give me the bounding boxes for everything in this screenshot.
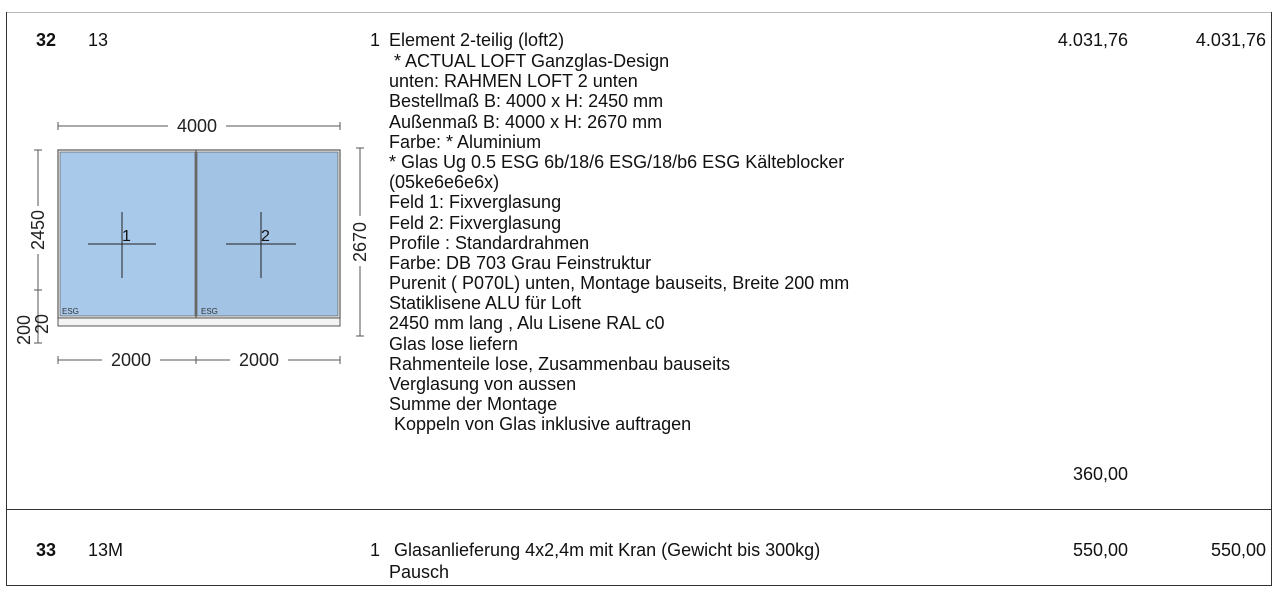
item-title: Glasanlieferung 4x2,4m mit Kran (Gewicht bis 300kg) (389, 540, 821, 560)
position-number: 33 (36, 540, 57, 560)
unit-price: 550,00 (1072, 540, 1128, 560)
montage-label: Summe der Montage (389, 394, 558, 415)
description-line: Feld 2: Fixverglasung (389, 212, 562, 233)
description-line: Glas lose liefern (389, 333, 519, 354)
description-line: 2450 mm lang , Alu Lisene RAL c0 (389, 313, 665, 334)
bottom-dim-a: 200 (14, 314, 34, 346)
description-line: Farbe: * Aluminium (389, 131, 542, 152)
panel-width-label: 2000 (238, 350, 280, 370)
description-line: Bestellmaß B: 4000 x H: 2450 mm (389, 91, 664, 112)
glass-mark: ESG (62, 307, 79, 316)
description-line: Statiklisene ALU für Loft (389, 293, 582, 314)
montage-price: 360,00 (1072, 464, 1128, 484)
description-line: * ACTUAL LOFT Ganzglas-Design (389, 51, 670, 71)
description-line: (05ke6e6e6x) (389, 172, 500, 193)
description-line: * Glas Ug 0.5 ESG 6b/18/6 ESG/18/b6 ESG Kälteblocker (389, 151, 845, 172)
description-line: Farbe: DB 703 Grau Feinstruktur (389, 252, 652, 273)
description-line: unten: RAHMEN LOFT 2 unten (389, 71, 638, 92)
width-total-label: 4000 (176, 116, 218, 136)
description-line: Rahmenteile lose, Zusammenbau bauseits (389, 353, 731, 374)
glass-mark: ESG (201, 307, 218, 316)
item-description (389, 51, 849, 435)
unit-price: 4.031,76 (1057, 30, 1128, 50)
article-code: 13 (88, 30, 109, 50)
description-line: Feld 1: Fixverglasung (389, 192, 562, 213)
window-drawing (14, 108, 370, 378)
description-line: Purenit ( P070L) unten, Montage bauseits, Breite 200 mm (389, 273, 850, 294)
item-title: Element 2-teilig (loft2) (389, 30, 565, 50)
description-line: Außenmaß B: 4000 x H: 2670 mm (389, 111, 663, 132)
total-price: 550,00 (1210, 540, 1266, 560)
panel-number: 1 (122, 228, 131, 245)
position-number: 32 (36, 30, 57, 50)
montage-note: Koppeln von Glas inklusive auftragen (389, 414, 692, 435)
quantity: 1 (370, 540, 381, 560)
row-separator (6, 509, 1272, 510)
description-line: Profile : Standardrahmen (389, 232, 590, 253)
dimension-bottom (58, 356, 340, 364)
bottom-dim-b: 20 (32, 313, 52, 335)
height-inner-label: 2450 (28, 209, 48, 251)
panel-number: 2 (261, 228, 270, 245)
height-outer-label: 2670 (350, 221, 370, 263)
quantity: 1 (370, 30, 381, 50)
description-line: Pausch (389, 562, 450, 582)
total-price: 4.031,76 (1195, 30, 1266, 50)
description-line: Verglasung von aussen (389, 374, 577, 394)
panel-width-label: 2000 (110, 350, 152, 370)
bottom-sill (58, 318, 340, 326)
article-code: 13M (88, 540, 124, 560)
